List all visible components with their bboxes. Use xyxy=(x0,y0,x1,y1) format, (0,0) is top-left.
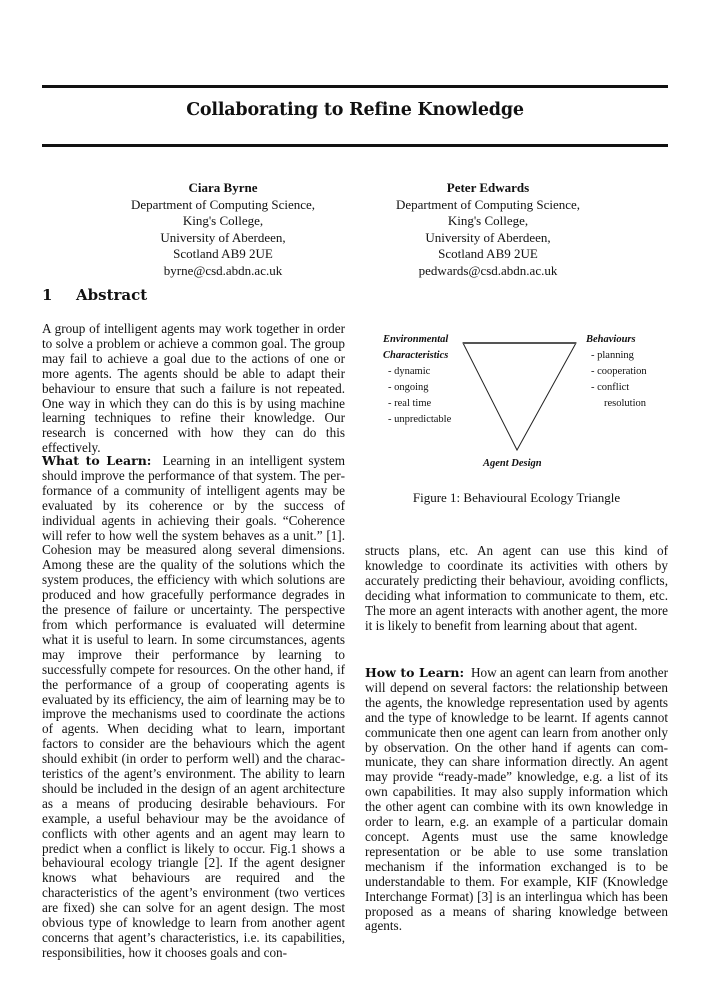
author-name: Peter Edwards xyxy=(446,180,530,195)
environment-item: - real time xyxy=(388,398,432,409)
environment-item: - unpredictable xyxy=(388,414,452,425)
environment-item: - dynamic xyxy=(388,366,431,377)
author-block xyxy=(358,180,618,279)
author-address: Scotland AB9 2UE xyxy=(173,246,273,261)
how-to-learn-heading: How to Learn: xyxy=(365,665,465,680)
how-to-learn-text: How an agent can learn from another will depend on several factors: the relationship between the agents, the knowledge representation used by agents and the type of knowledge to be learnt. If agents cannot communicate then one agent can learn from another only by observation. On the other hand if agents can communicate, they can share information directly. An agent may provide “ready-made” knowledge, e.g. a list of its own capabilities. It may also supply information which the other agent can combine with its own knowledge in order to learn, e.g. an example of a particular domain concept. Agents must use the same knowledge representation or be able to use some translation mechanism if the information exchanged is to be understandable to them. For example, KIF (Knowledge Interchange Format) [3] is an interlingua which has been proposed as a means of sharing knowledge between agents. xyxy=(365,665,668,934)
how-to-learn-paragraph xyxy=(365,666,668,934)
author-college: King's College, xyxy=(182,213,264,228)
title-rule-top xyxy=(42,85,668,88)
author-name: Ciara Byrne xyxy=(188,180,258,195)
what-to-learn-continued-paragraph: structs plans, etc. An agent can use this kind of knowledge to coordinate its activities with others by accurately predicting their behaviour, avoiding conflicts, deciding what information to communicate to them, etc. The more an agent interacts with another agent, the more it is likely to benefit from learning about that agent. xyxy=(365,543,668,633)
author-department: Department of Computing Science, xyxy=(130,196,316,212)
author-university: University of Aberdeen, xyxy=(160,229,286,245)
behaviours-item: - conflict xyxy=(591,382,630,393)
figure-behavioural-ecology-triangle xyxy=(365,330,668,510)
paper-title: Collaborating to Refine Knowledge xyxy=(186,100,524,120)
author-block xyxy=(93,180,353,279)
behaviours-heading: Behaviours xyxy=(586,334,636,345)
ecology-triangle xyxy=(463,343,576,450)
what-to-learn-heading: What to Learn: xyxy=(42,453,152,468)
environment-label xyxy=(383,332,451,428)
author-address: Scotland AB9 2UE xyxy=(438,246,538,261)
behaviours-item: - cooperation xyxy=(591,366,647,377)
section-title: Abstract xyxy=(76,286,148,304)
environment-heading-line2: Characteristics xyxy=(383,350,449,361)
section-number: 1 xyxy=(42,286,53,304)
section-heading xyxy=(42,286,147,304)
behaviours-item: - planning xyxy=(591,350,634,361)
abstract-paragraph: A group of intelligent agents may work together in order to solve a problem or achieve a common goal. The group may fail to achieve a goal due to the actions of one or more agents. The agents should be able to adapt their behaviour to ensure that such a failure is not repeated. One way in which they can do this is by using machine learning techniques to refine their knowledge. Our research is concerned with how they can do this effectively. xyxy=(42,321,345,456)
agent-design-label: Agent Design xyxy=(483,458,542,469)
author-email: byrne@csd.abdn.ac.uk xyxy=(163,262,283,278)
author-email: pedwards@csd.abdn.ac.uk xyxy=(418,262,558,278)
what-to-learn-text: Learning in an intelligent system should improve the performance of that system. The performance of a community of intelligent agents may be evaluated by its coherence or by the success of individual agents in achieving their goals. “Coherence will refer to how well the system behaves as a unit.” [1]. Cohesion may be measured along several dimensions. Among these are the quality of the solutions which the system produces, the efficiency with which solutions are produced and how gracefully performance degrades in the presence of failure or uncertainty. The perspective from which performance is evaluated will determine what it is useful to learn. In some circumstances, agents may improve their performance by learning to successfully compete for resources. On the other hand, if the performance of a group of cooperating agents is evaluated by its efficiency, the aim of learning may be to improve the mechanisms used to coordinate the actions of agents. When deciding what to learn, important factors to consider are the behaviours which the agent should exhibit (in order to perform well) and the characteristics of the agent’s environment. The ability to learn should be included in the design of an agent architecture as a means of producing desirable behaviours. For example, a useful behaviour may be the avoidance of conflicts with other agents and an agent may learn to predict when a conflict is likely to occur. Fig.1 shows a behavioural ecology triangle [2]. If the agent designer knows what behaviours are required and the characteristics of the agent’s environment (two vertices are fixed) she can solve for an agent design. The most obvious type of knowledge to learn from another agent concerns that agent’s characteristics, i.e. its capabilities, responsibilities, how it chooses goals and con- xyxy=(42,453,345,960)
environment-heading-line1: Environmental xyxy=(383,334,449,345)
author-university: University of Aberdeen, xyxy=(425,229,551,245)
what-to-learn-paragraph xyxy=(42,454,345,961)
behaviours-label xyxy=(586,332,647,412)
title-rule-bottom xyxy=(42,144,668,147)
figure-caption: Figure 1: Behavioural Ecology Triangle xyxy=(412,490,621,505)
environment-item: - ongoing xyxy=(388,382,429,393)
author-college: King's College, xyxy=(447,213,529,228)
behaviours-item-continuation: resolution xyxy=(604,398,646,409)
author-department: Department of Computing Science, xyxy=(395,196,581,212)
